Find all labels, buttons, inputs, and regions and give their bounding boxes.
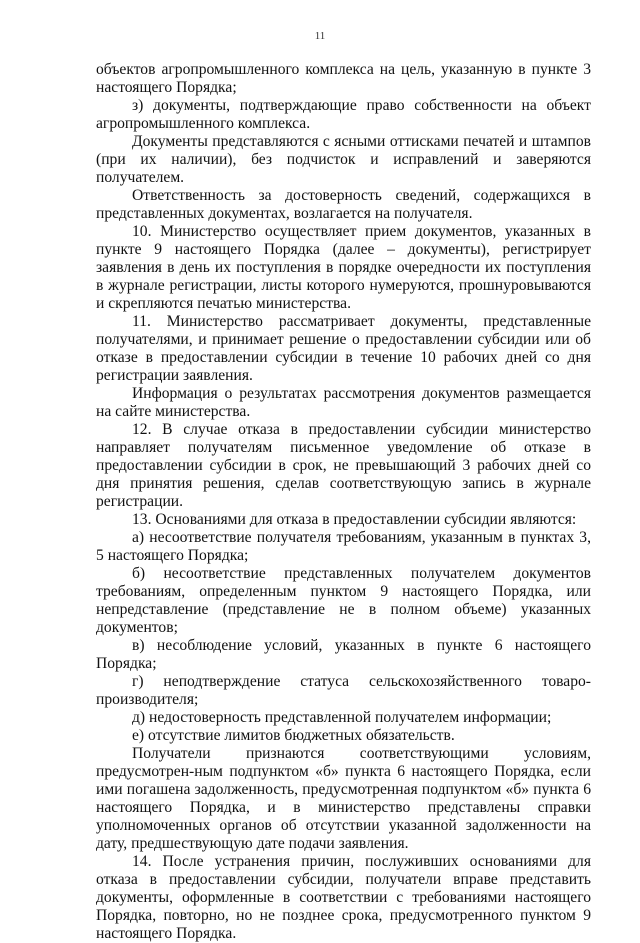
paragraph: з) документы, подтверждающие право собственности на объект агропромышленного комплекса. bbox=[96, 97, 591, 132]
paragraph: 10. Министерство осуществляет прием документов, указанных в пункте 9 настоящего Порядка (далее – документы), регистрирует заявления в день их поступления в порядке очередности их поступления в журнале регистрации, листы которого нумеруются, прошнуровываются и скрепляются печатью министерства. bbox=[96, 223, 591, 312]
paragraph: Получатели признаются соответствующими условиям, предусмотрен-ным подпунктом «б» пункта 6 настоящего Порядка, если ими погашена задолженность, предусмотренная подпунктом «б» пункта 6 настоящего Порядка, и в министерство представлены справки уполномоченных органов об отсутствии указанной задолженности на дату, предшествующую дате подачи заявления. bbox=[96, 745, 591, 852]
paragraph: объектов агропромышленного комплекса на цель, указанную в пункте 3 настоящего Порядка; bbox=[96, 61, 591, 96]
paragraph: Документы представляются с ясными оттисками печатей и штампов (при их наличии), без подчисток и исправлений и заверяются получателем. bbox=[96, 133, 591, 186]
paragraph: 14. После устранения причин, послуживших основаниями для отказа в предоставлении субсидии, получатели вправе представить документы, оформленные в соответствии с требованиями настоящего Порядка, повторно, но не позднее срока, предусмотренного пунктом 9 настоящего Порядка. bbox=[96, 853, 591, 942]
list-item: б) несоответствие представленных получателем документов требованиям, определенным пунктом 9 настоящего Порядка, или непредставление (представление не в полном объеме) указанных документов; bbox=[96, 565, 591, 636]
list-item: в) несоблюдение условий, указанных в пункте 6 настоящего Порядка; bbox=[96, 637, 591, 672]
paragraph: Ответственность за достоверность сведений, содержащихся в представленных документах, возлагается на получателя. bbox=[96, 187, 591, 222]
paragraph: Информация о результатах рассмотрения документов размещается на сайте министерства. bbox=[96, 385, 591, 420]
paragraph: 13. Основаниями для отказа в предоставлении субсидии являются: bbox=[132, 511, 577, 528]
paragraph: 12. В случае отказа в предоставлении субсидии министерство направляет получателям письменное уведомление об отказе в предоставлении субсидии в срок, не превышающий 3 рабочих дней со дня принятия решения, сделав соответствующую запись в журнале регистрации. bbox=[96, 421, 591, 510]
list-item: е) отсутствие лимитов бюджетных обязательств. bbox=[132, 727, 455, 744]
document-body bbox=[96, 61, 591, 943]
list-item: а) несоответствие получателя требованиям, указанным в пунктах 3, 5 настоящего Порядка; bbox=[96, 529, 591, 564]
list-item: д) недостоверность представленной получателем информации; bbox=[132, 709, 552, 726]
page-number: 11 bbox=[314, 30, 326, 42]
list-item: г) неподтверждение статуса сельскохозяйственного товаро-производителя; bbox=[96, 673, 591, 708]
paragraph: 11. Министерство рассматривает документы, представленные получателями, и принимает решение о предоставлении субсидии или об отказе в предоставлении субсидии в течение 10 рабочих дней со дня регистрации заявления. bbox=[96, 313, 591, 384]
